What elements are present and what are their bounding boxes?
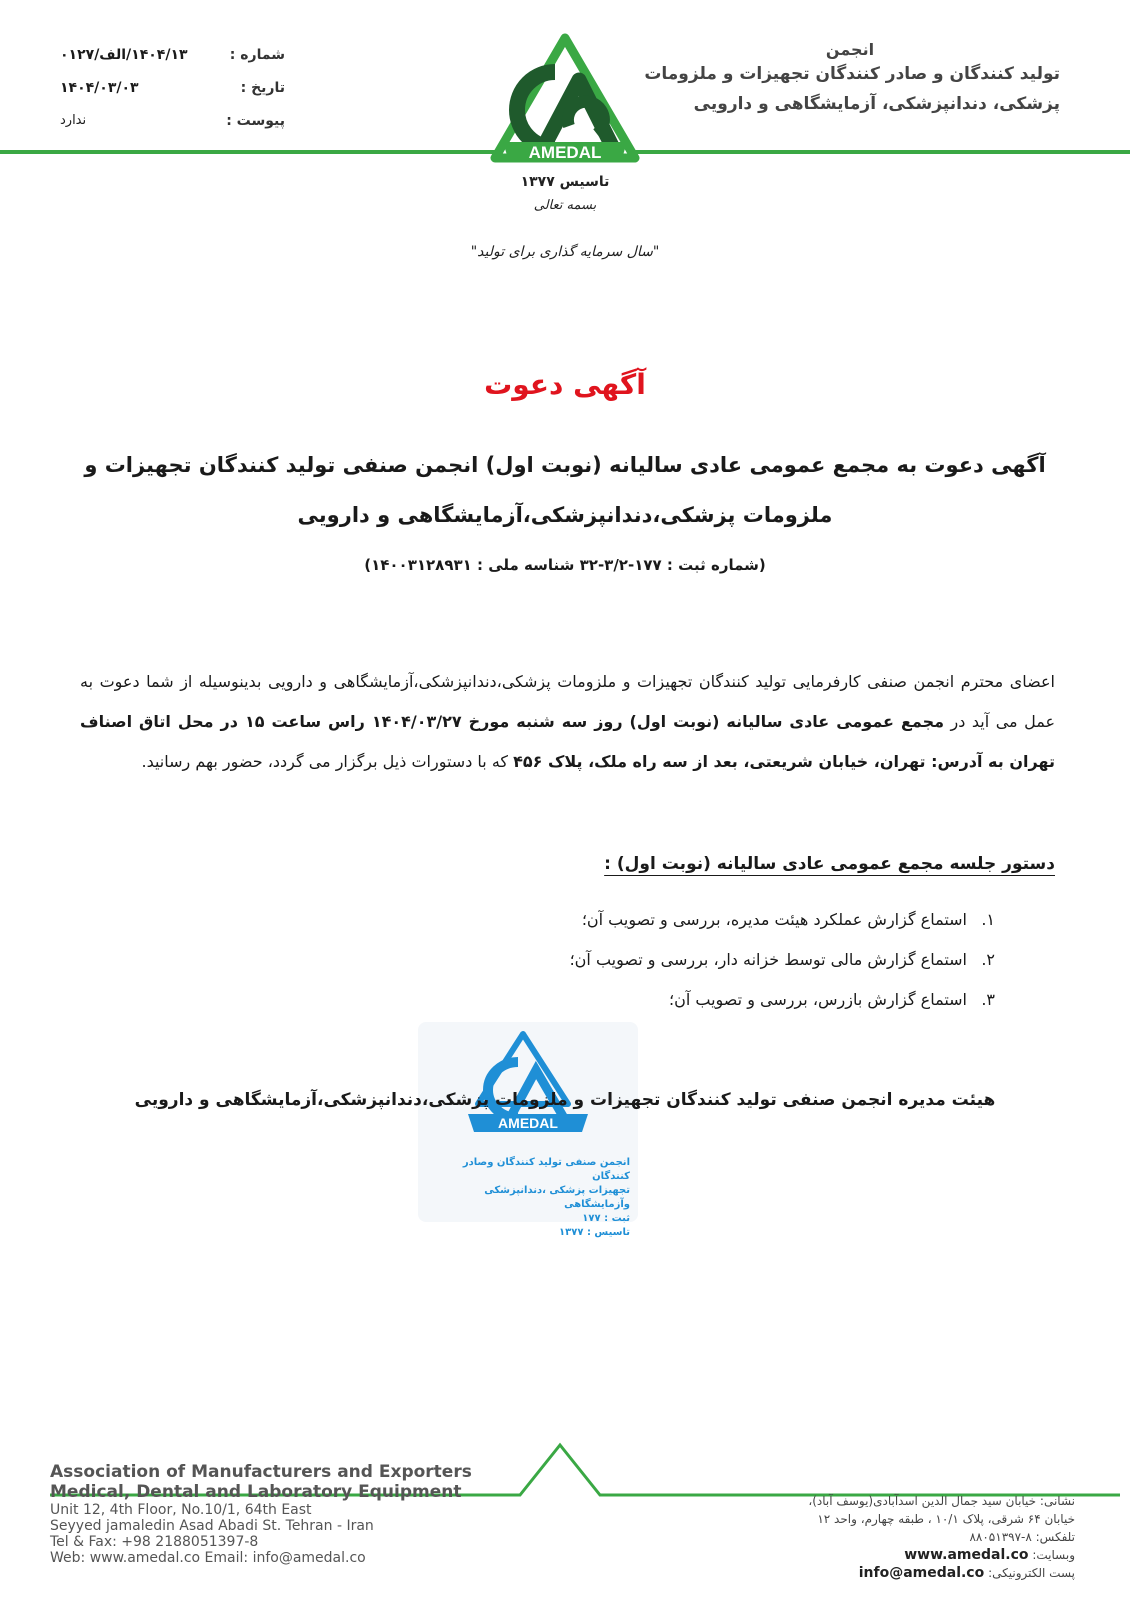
- amedal-logo: [485, 30, 645, 172]
- letter-date-label: تاریخ :: [240, 79, 285, 96]
- invitation-text-part1: اعضای محترم انجمن صنفی کارفرمایی تولید کنندگان تجهیزات و ملزومات پزشکی،دندانپزشکی،آزمایشگاهی و دارویی بدینوسیله از شما دعوت به عمل می آید در: [80, 672, 1056, 731]
- stamp-text: [440, 1156, 630, 1240]
- agenda-item-text: استماع گزارش مالی توسط خزانه دار، بررسی و تصویب آن؛: [569, 950, 967, 969]
- stamp-line2: تجهیزات پزشکی ،دندانپزشکی وآزمایشگاهی: [484, 1185, 630, 1210]
- footer-address-line2: Seyyed jamaledin Asad Abadi St. Tehran - Iran: [50, 1518, 374, 1534]
- footer-org-name-line2: Medical, Dental and Laboratory Equipment: [50, 1482, 462, 1502]
- footer-tel-fax: Tel & Fax: +98 2188051397-8: [50, 1534, 259, 1550]
- letter-meta: [60, 38, 285, 137]
- org-name-line0: انجمن: [825, 40, 875, 59]
- organization-header: [640, 40, 1060, 119]
- letter-attachment-value: ندارد: [60, 113, 87, 128]
- letter-number-row: [60, 38, 285, 71]
- footer-address-line1: Unit 12, 4th Floor, No.10/1, 64th East: [50, 1502, 312, 1518]
- footer-org-name-line1: Association of Manufacturers and Exporters: [50, 1462, 472, 1482]
- footer-web-email: Web: www.amedal.co Email: info@amedal.co: [50, 1550, 366, 1566]
- agenda-item: [395, 940, 995, 980]
- footer-fa-website-label: وبسایت:: [1032, 1548, 1075, 1562]
- letter-number-label: شماره :: [229, 46, 285, 63]
- agenda-item-number: ۳.: [981, 990, 995, 1009]
- stamp-logo-text: AMEDAL: [498, 1115, 558, 1131]
- header-rule-right: [630, 150, 1130, 154]
- letter-attachment-row: [60, 104, 285, 137]
- main-heading: آگهی دعوت به مجمع عمومی عادی سالیانه (نوبت اول) انجمن صنفی تولید کنندگان تجهیزات و ملزومات پزشکی،دندانپزشکی،آزمایشگاهی و دارویی: [84, 453, 1046, 527]
- agenda-item-number: ۲.: [981, 950, 995, 969]
- stamp-line4: تاسیس : ۱۳۷۷: [559, 1227, 630, 1238]
- footer-website-link[interactable]: www.amedal.co: [904, 1547, 1029, 1563]
- agenda-item-number: ۱.: [981, 910, 995, 929]
- footer-english: [50, 1462, 570, 1566]
- letter-attachment-label: پیوست :: [226, 112, 285, 129]
- agenda-item: [395, 980, 995, 1020]
- notice-title: آگهی دعوت: [484, 368, 646, 401]
- footer-fa-email-row: [715, 1564, 1075, 1582]
- agenda-item: [395, 900, 995, 940]
- footer-fa-address-line1: نشانی: خیابان سید جمال الدین اسدآبادی(یوسف آباد)،: [808, 1494, 1075, 1508]
- agenda-item-text: استماع گزارش عملکرد هیئت مدیره، بررسی و تصویب آن؛: [581, 910, 967, 929]
- year-motto: "سال سرمایه گذاری برای تولید": [470, 244, 660, 260]
- agenda-item-text: استماع گزارش بازرس، بررسی و تصویب آن؛: [668, 990, 967, 1009]
- board-signature: هیئت مدیره انجمن صنفی تولید کنندگان تجهیزات و ملزومات پزشکی،دندانپزشکی،آزمایشگاهی و دارویی: [134, 1090, 996, 1110]
- footer-fa-address-line2: خیابان ۶۴ شرقی، پلاک ۱۰/۱ ، طبقه چهارم، واحد ۱۲: [817, 1512, 1075, 1526]
- agenda-list: [395, 900, 995, 1020]
- invitation-text-part2: که با دستورات ذیل برگزار می گردد، حضور بهم رسانید.: [141, 752, 514, 771]
- invitation-paragraph: [80, 662, 1055, 782]
- org-name-line2: پزشکی، دندانپزشکی، آزمایشگاهی و دارویی: [693, 94, 1060, 114]
- footer-fa-email-label: پست الکترونیکی:: [988, 1566, 1075, 1580]
- invitation-meeting-details: مجمع عمومی عادی سالیانه (نوبت اول) روز سه شنبه مورخ ۱۴۰۴/۰۳/۲۷ راس ساعت ۱۵ در محل اتاق اصناف تهران به آدرس: تهران، خیابان شریعتی، بعد از سه راه ملک، پلاک ۴۵۶: [80, 712, 1055, 771]
- footer-email-link[interactable]: info@amedal.co: [858, 1565, 985, 1581]
- footer-fa-website-row: [715, 1546, 1075, 1564]
- letter-number-value: ۱۴۰۴/۱۳/الف/۰۱۲۷: [60, 46, 188, 63]
- letter-date-row: [60, 71, 285, 104]
- letter-date-value: ۱۴۰۴/۰۳/۰۳: [60, 79, 139, 96]
- footer-persian: [715, 1492, 1075, 1582]
- stamp-line3: ثبت : ۱۷۷: [582, 1213, 630, 1224]
- header-rule-left: [0, 150, 500, 154]
- bismillah: بسمه تعالی: [533, 198, 597, 213]
- agenda-title: دستور جلسه مجمع عمومی عادی سالیانه (نوبت اول) :: [604, 854, 1055, 874]
- logo-text: AMEDAL: [528, 143, 602, 162]
- established-year: تاسیس ۱۳۷۷: [520, 174, 610, 190]
- footer-fa-tel: تلفکس: ۸-۸۸۰۵۱۳۹۷: [969, 1530, 1075, 1544]
- registration-info: (شماره ثبت : ۱۷۷-۳/۲-۳۲ شناسه ملی : ۱۴۰۰۳۱۲۸۹۳۱): [364, 556, 766, 574]
- org-name-line1: تولید کنندگان و صادر کنندگان تجهیزات و ملزومات: [644, 64, 1060, 84]
- stamp-line1: انجمن صنفی تولید کنندگان وصادر کنندگان: [462, 1157, 630, 1182]
